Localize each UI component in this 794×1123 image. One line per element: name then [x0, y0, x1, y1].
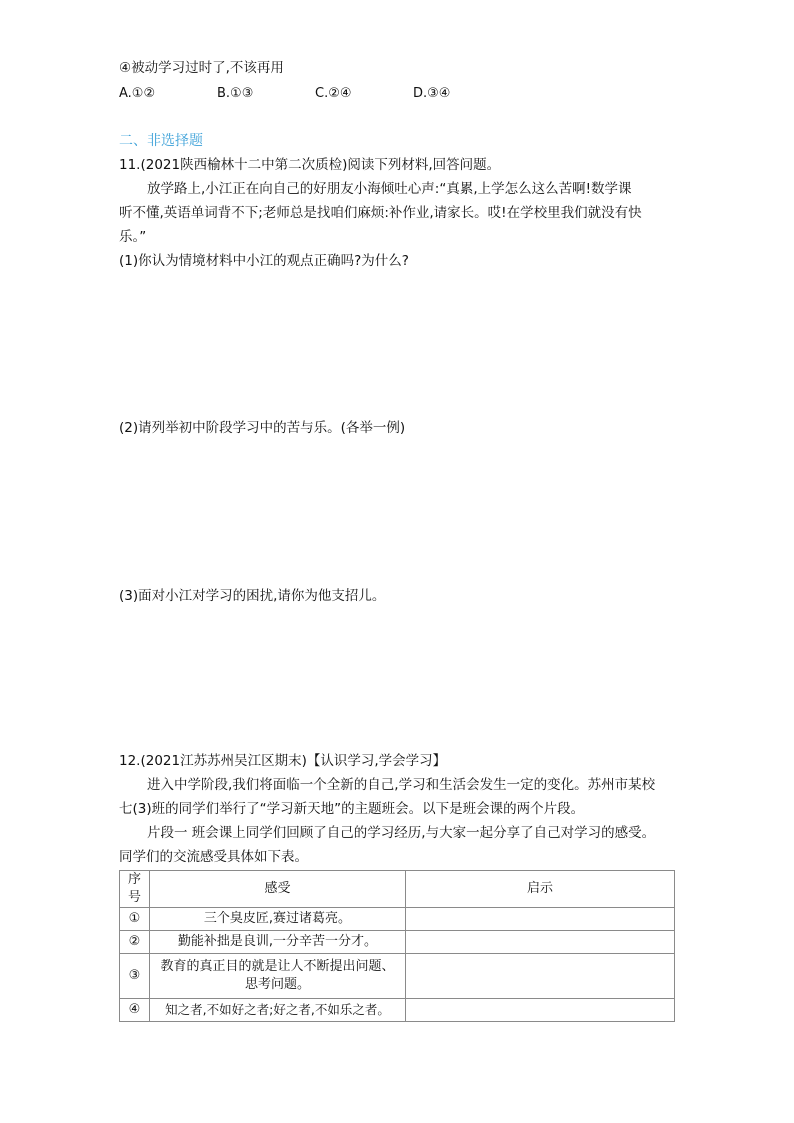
row-number: ④: [120, 999, 150, 1022]
row-feeling: 三个臭皮匠,赛过诸葛亮。: [150, 908, 406, 931]
row-feeling: 知之者,不如好之者;好之者,不如乐之者。: [150, 999, 406, 1022]
q11-material-line-2: 听不懂,英语单词背不下;老师总是找咱们麻烦:补作业,请家长。哎!在学校里我们就没有快: [119, 205, 642, 221]
q12-para1-line-2: 七(3)班的同学们举行了“学习新天地”的主题班会。以下是班会课的两个片段。: [119, 801, 585, 817]
table-row: [120, 908, 675, 931]
table-header-number: 序号: [120, 871, 150, 908]
table-header-row: [120, 871, 675, 908]
q11-subquestion-1: (1)你认为情境材料中小江的观点正确吗?为什么?: [119, 253, 409, 269]
row-insight-blank[interactable]: [406, 954, 675, 999]
row-insight-blank[interactable]: [406, 999, 675, 1022]
q10-choice-d: D.③④: [413, 86, 451, 101]
q12-para2-line-1: 片段一 班会课上同学们回顾了自己的学习经历,与大家一起分享了自己对学习的感受。: [147, 825, 656, 841]
row-insight-blank[interactable]: [406, 931, 675, 954]
row-number: ③: [120, 954, 150, 999]
table-row: [120, 954, 675, 999]
q11-material-line-3: 乐。”: [119, 229, 147, 245]
q11-stem: 11.(2021陕西榆林十二中第二次质检)阅读下列材料,回答问题。: [119, 157, 501, 173]
q12-para1-line-1: 进入中学阶段,我们将面临一个全新的自己,学习和生活会发生一定的变化。苏州市某校: [147, 777, 656, 793]
table-header-insight: 启示: [406, 871, 675, 908]
q10-choice-c: C.②④: [315, 86, 352, 101]
q10-option-4: ④被动学习过时了,不该再用: [119, 60, 284, 76]
q10-choice-a: A.①②: [119, 86, 156, 101]
section-title: 二、非选择题: [119, 133, 203, 149]
table-header-feeling: 感受: [150, 871, 406, 908]
feelings-table: [119, 870, 675, 1022]
q12-stem: 12.(2021江苏苏州吴江区期末)【认识学习,学会学习】: [119, 753, 447, 769]
row-insight-blank[interactable]: [406, 908, 675, 931]
q11-material-line-1: 放学路上,小江正在向自己的好朋友小海倾吐心声:“真累,上学怎么这么苦啊!数学课: [147, 181, 632, 197]
q10-choice-b: B.①③: [217, 86, 254, 101]
q11-subquestion-3: (3)面对小江对学习的困扰,请你为他支招儿。: [119, 588, 386, 604]
row-feeling-line-2: 思考问题。: [244, 977, 310, 992]
q11-subquestion-2: (2)请列举初中阶段学习中的苦与乐。(各举一例): [119, 420, 406, 436]
row-feeling: [150, 954, 406, 999]
table-row: [120, 999, 675, 1022]
row-number: ②: [120, 931, 150, 954]
row-number: ①: [120, 908, 150, 931]
row-feeling-line-1: 教育的真正目的就是让人不断提出问题、: [160, 959, 395, 974]
row-feeling: 勤能补拙是良训,一分辛苦一分才。: [150, 931, 406, 954]
q12-para2-line-2: 同学们的交流感受具体如下表。: [119, 849, 308, 865]
table-row: [120, 931, 675, 954]
